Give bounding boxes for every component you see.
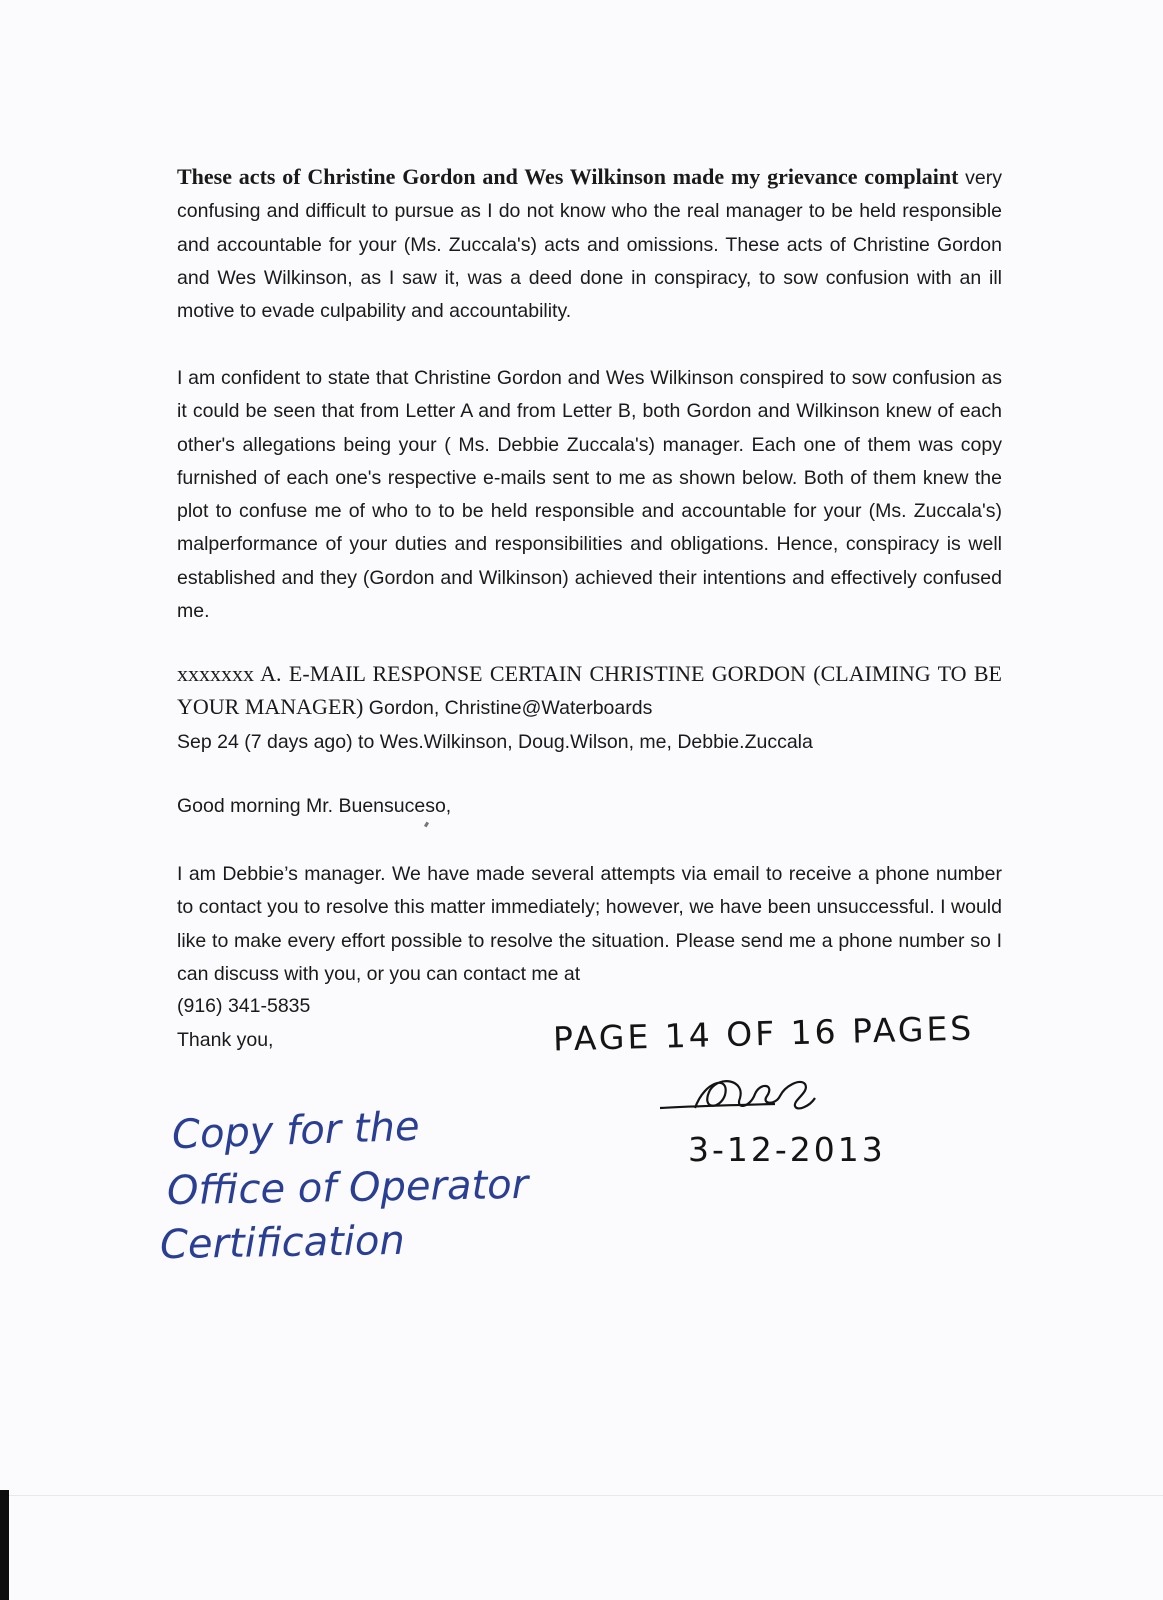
scan-speck [424, 822, 429, 828]
handwritten-page-note: PAGE 14 OF 16 PAGES [552, 1008, 975, 1059]
paragraph-body: very confusing and difficult to pursue as I do not know who the real manager to be held responsible and accountable for your (Ms. Zuccala's) acts and omissions. These acts of Christine Gordon and Wes Wilkinson, as I saw it, was a deed done in conspiracy, to sow confusion with an ill motive to evade culpability and accountability. [177, 167, 1002, 323]
email-closing: Thank you, [177, 1029, 274, 1051]
handwritten-copy-note-line1: Copy for the [171, 1103, 421, 1159]
paragraph-gordon-wilkinson-acts [177, 160, 1002, 328]
email-heading [177, 658, 1002, 724]
handwritten-copy-note-line2: Office of Operator [166, 1161, 529, 1215]
email-phone-number: (916) 341-5835 [177, 995, 311, 1017]
handwritten-copy-note-line3: Certification [159, 1217, 406, 1269]
email-body: I am Debbie’s manager. We have made several attempts via email to receive a phone number to contact you to resolve this matter immediately; however, we have been unsuccessful. I would like to make every effort possible to resolve the situation. Please send me a phone number so I can discuss with you, or you can contact me at [177, 863, 1002, 985]
email-heading-title: xxxxxxx A. E-MAIL RESPONSE CERTAIN CHRISTINE GORDON (CLAIMING TO BE YOUR MANAGER) [177, 661, 1002, 719]
email-heading-sender: Gordon, Christine@Waterboards [363, 697, 653, 719]
handwritten-date: 3-12-2013 [688, 1130, 886, 1169]
paragraph-lead-bold: These acts of Christine Gordon and Wes Wilkinson made my grievance complaint [177, 164, 959, 189]
scan-edge-line [0, 1495, 1163, 1496]
email-sent-line: Sep 24 (7 days ago) to Wes.Wilkinson, Doug.Wilson, me, Debbie.Zuccala [177, 731, 813, 753]
paragraph-conspiracy-statement: I am confident to state that Christine Gordon and Wes Wilkinson conspired to sow confusion as it could be seen that from Letter A and from Letter B, both Gordon and Wilkinson knew of each other's allegations being your ( Ms. Debbie Zuccala's) manager. Each one of them was copy furnished of each one's respective e-mails sent to me as shown below. Both of them knew the plot to confuse me of who to to be held responsible and accountable for your (Ms. Zuccala's) malperformance of your duties and responsibilities and obligations. Hence, conspiracy is well established and they (Gordon and Wilkinson) achieved their intentions and effectively confused me. [177, 367, 1002, 623]
email-greeting: Good morning Mr. Buensuceso, [177, 795, 452, 817]
scan-edge-bar [0, 1490, 9, 1600]
